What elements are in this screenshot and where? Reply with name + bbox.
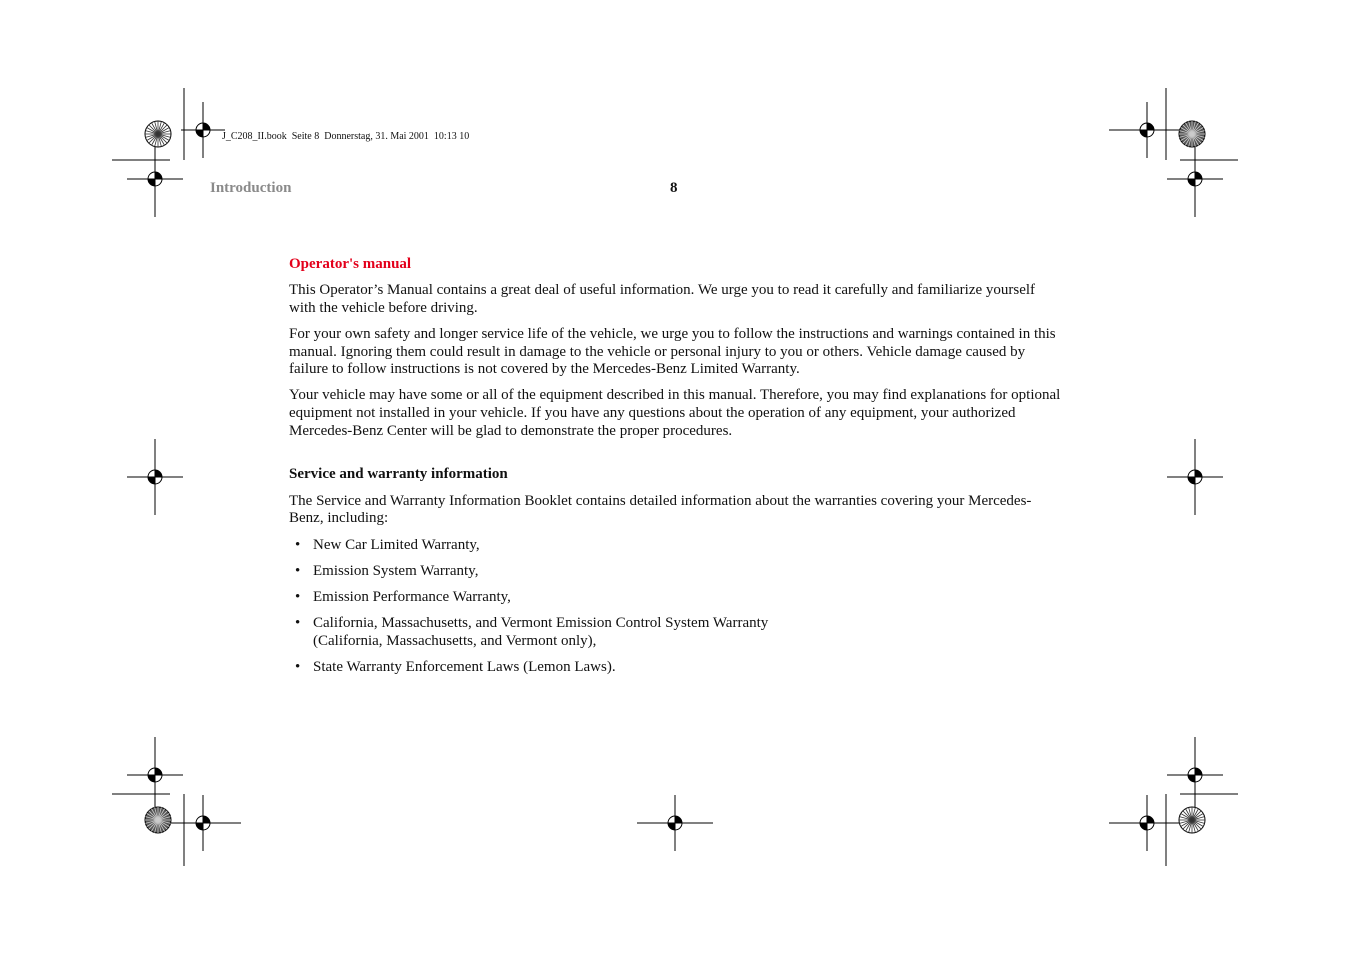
registration-mark <box>127 737 183 813</box>
print-slug: J_C208_II.book Seite 8 Donnerstag, 31. Mai 2001 10:13 10 <box>222 131 470 142</box>
list-item <box>289 659 1064 677</box>
page-number: 8 <box>670 180 678 196</box>
paragraph: Your vehicle may have some or all of the equipment described in this manual. Therefore, you may find explanations for optional equipment not installed in your vehicle. If you have any questions about the operation of any equipment, your authorized Mercedes-Benz Center will be glad to demonstrate the proper procedures. <box>289 387 1061 439</box>
list-item <box>289 615 1064 650</box>
registration-mark <box>181 102 225 158</box>
page-content <box>289 256 1064 685</box>
section-heading-operators-manual: Operator's manual <box>289 256 412 272</box>
registration-mark <box>1167 439 1223 515</box>
paragraph: This Operator’s Manual contains a great deal of useful information. We urge you to read it carefully and familiarize yourself with the vehicle before driving. <box>289 282 1036 316</box>
list-item <box>289 537 1064 555</box>
registration-mark <box>637 795 713 851</box>
bullet: • <box>295 658 301 675</box>
registration-mark <box>1167 141 1223 217</box>
warranty-list <box>289 537 1064 677</box>
list-item-text: New Car Limited Warranty, <box>313 536 480 553</box>
bullet: • <box>295 588 301 605</box>
running-header-section: Introduction <box>210 180 292 196</box>
list-item <box>289 563 1064 581</box>
registration-mark <box>1167 737 1223 813</box>
registration-mark <box>1109 795 1185 851</box>
list-item-text: California, Massachusetts, and Vermont Emission Control System Warranty <box>313 615 769 632</box>
paragraph: The Service and Warranty Information Booklet contains detailed information about the warranties covering your Mercedes-Benz, including: <box>289 492 1032 527</box>
bullet: • <box>295 562 301 579</box>
registration-mark <box>1109 102 1185 158</box>
list-item-text: Emission Performance Warranty, <box>313 588 511 605</box>
list-item <box>289 589 1064 607</box>
registration-mark <box>127 141 183 217</box>
bullet: • <box>295 615 301 632</box>
list-item-text: State Warranty Enforcement Laws (Lemon Laws). <box>313 658 616 675</box>
section-heading-service-warranty: Service and warranty information <box>289 466 508 483</box>
bullet: • <box>295 536 301 553</box>
list-item-text: Emission System Warranty, <box>313 562 479 579</box>
paragraph: For your own safety and longer service life of the vehicle, we urge you to follow the instructions and warnings contained in this manual. Ignoring them could result in damage to the vehicle or personal injury to you or others. Vehicle damage caused by failure to follow instructions is not covered by the Mercedes-Benz Limited Warranty. <box>289 325 1056 378</box>
color-target-mark <box>1179 807 1205 833</box>
registration-mark <box>165 795 241 851</box>
list-item-text-continued: (California, Massachusetts, and Vermont only), <box>313 632 597 649</box>
color-target-mark <box>145 807 171 833</box>
registration-mark <box>127 439 183 515</box>
color-target-mark <box>145 121 171 147</box>
color-target-mark <box>1179 121 1205 147</box>
